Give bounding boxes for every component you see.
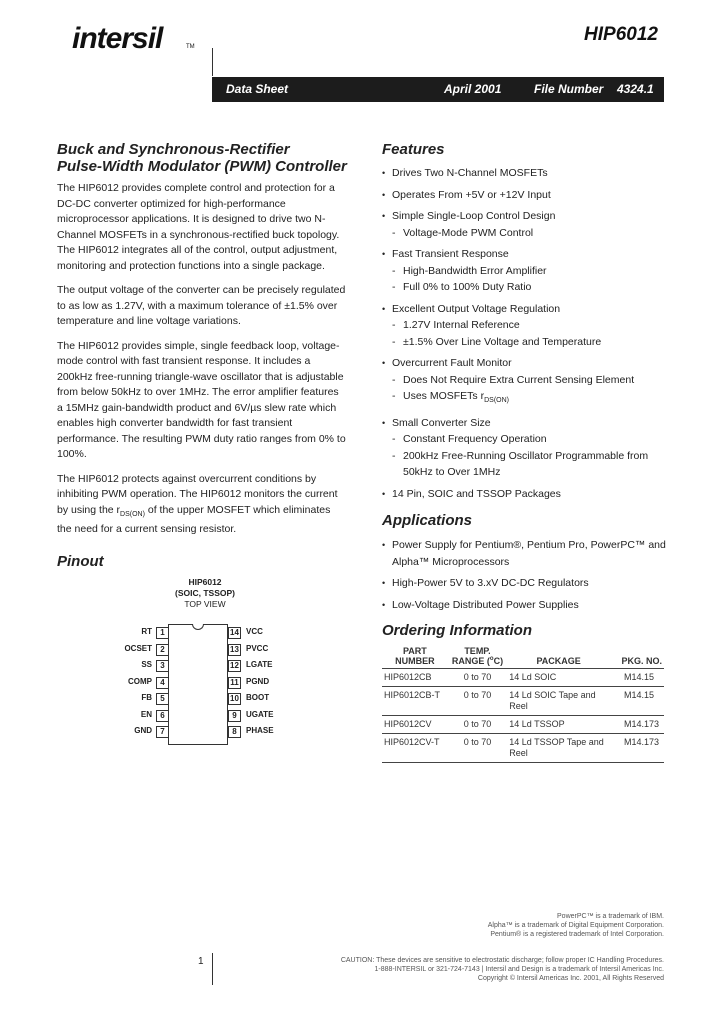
col-part-number: PART NUMBER [382, 644, 448, 669]
pin-10-label: BOOT [246, 693, 270, 702]
doc-date: April 2001 [444, 82, 502, 96]
application-item: • High-Power 5V to 3.xV DC-DC Regulators [382, 575, 672, 592]
pin-6-label: EN [140, 709, 152, 719]
cell-part: HIP6012CV [382, 716, 448, 734]
trademark-powerpc: PowerPC™ is a trademark of IBM. [557, 913, 664, 920]
ic-package [168, 624, 228, 745]
feature-item: • Overcurrent Fault Monitor - Does Not Require Extra Current Sensing Element - Uses MOSFETs $r_{DS(ON)}$ [382, 355, 672, 410]
pin-12-label: LGATE [246, 660, 273, 669]
description-p2: The output voltage of the converter can be precisely regulated to as low as 1.27V, with a maximum tolerance of ±1.5% over temperature and line voltage variations. [57, 284, 346, 327]
logo-trademark: TM [186, 44, 195, 50]
caution-line-1: CAUTION: These devices are sensitive to electrostatic discharge; follow proper IC Handling Procedures. [340, 957, 664, 964]
pin-9-number: 9 [228, 710, 241, 722]
doc-type: Data Sheet [226, 82, 289, 96]
feature-subitem: - ±1.5% Over Line Voltage and Temperature [392, 334, 672, 351]
caution-line-2: 1-888-INTERSIL or 321-724-7143 | Intersil and Design is a trademark of Intersil Americas Inc. [374, 966, 664, 973]
file-number-label: File Number [534, 82, 604, 96]
pin-7-label: GND [134, 726, 152, 735]
cell-pkg: 14 Ld SOIC [507, 669, 610, 687]
ordering-table [382, 644, 664, 763]
pin-4-label: COMP [128, 676, 152, 686]
pin-1-label: RT [141, 627, 152, 636]
col-package: PACKAGE [507, 644, 610, 669]
header-divider [212, 48, 213, 76]
cell-no: M14.15 [610, 687, 664, 716]
feature-subitem: - High-Bandwidth Error Amplifier [392, 263, 672, 280]
feature-item: • 14 Pin, SOIC and TSSOP Packages [382, 486, 672, 503]
applications-list [382, 537, 672, 618]
application-item: • Power Supply for Pentium®, Pentium Pro, PowerPC™ and Alpha™ Microprocessors [382, 537, 672, 570]
pinout-heading: Pinout [57, 553, 104, 570]
pinout-caption [150, 577, 260, 610]
pinout-package: (SOIC, TSSOP) [175, 588, 235, 598]
pin-5-label: FB [141, 693, 152, 702]
cell-no: M14.173 [610, 734, 664, 763]
cell-pkg: 14 Ld TSSOP Tape and Reel [507, 734, 610, 763]
feature-item: • Small Converter Size - Constant Frequency Operation - 200kHz Free-Running Oscillator Programmable from 50kHz to Over 1MHz [382, 415, 672, 481]
feature-item: • Excellent Output Voltage Regulation - 1.27V Internal Reference - ±1.5% Over Line Voltage and Temperature [382, 301, 672, 351]
cell-pkg: 14 Ld SOIC Tape and Reel [507, 687, 610, 716]
title-line-2: Pulse-Width Modulator (PWM) Controller [57, 158, 347, 175]
pin-3-number: 3 [156, 660, 169, 672]
title-line-1: Buck and Synchronous-Rectifier [57, 141, 290, 158]
description-p1: The HIP6012 provides complete control and protection for a DC-DC converter optimized for high-performance microprocessor applications. It is designed to drive two N-Channel MOSFETs in a synchronous-rectified buck topology. The HIP6012 integrates all of the control, output adjustment, monitoring and protection functions into a single package. [57, 182, 340, 272]
table-row [382, 734, 664, 763]
pin-13-number: 13 [228, 644, 241, 656]
table-row [382, 687, 664, 716]
feature-subitem: - Full 0% to 100% Duty Ratio [392, 279, 672, 296]
footer-caution [232, 956, 664, 983]
cell-temp: 0 to 70 [448, 734, 507, 763]
pin-6-number: 6 [156, 710, 169, 722]
ordering-heading: Ordering Information [382, 622, 532, 639]
table-row [382, 716, 664, 734]
description-p3: The HIP6012 provides simple, single feedback loop, voltage-mode control with fast transient response. It includes a 200kHz free-running triangle-wave oscillator that is adjustable from below 50kHz to over 1MHz. The error amplifier features a 15MHz gain-bandwidth product and 6V/µs slew rate which enables high converter bandwidth for fast transient performance. The resulting PWM duty ratio ranges from 0% to 100%. [57, 339, 346, 460]
ordering-table-wrap [382, 644, 664, 763]
pin-8-number: 8 [228, 726, 241, 738]
feature-item: • Operates From +5V or +12V Input [382, 187, 672, 204]
features-list [382, 165, 672, 507]
ic-notch [192, 624, 204, 630]
pin-1-number: 1 [156, 627, 169, 639]
pin-2-number: 2 [156, 644, 169, 656]
pin-14-label: VCC [246, 627, 263, 636]
col-temp-range: TEMP. RANGE ($^o$C) [448, 644, 507, 669]
pin-11-number: 11 [228, 677, 241, 689]
cell-part: HIP6012CB-T [382, 687, 448, 716]
cell-temp: 0 to 70 [448, 669, 507, 687]
cell-part: HIP6012CB [382, 669, 448, 687]
pinout-chip: HIP6012 [188, 577, 222, 587]
feature-subitem: - Constant Frequency Operation [392, 431, 672, 448]
pin-10-number: 10 [228, 693, 241, 705]
page-number: 1 [198, 956, 204, 967]
footer-divider [212, 953, 213, 985]
trademark-pentium: Pentium® is a registered trademark of Intel Corporation. [490, 931, 664, 938]
pin-2-label: OCSET [124, 643, 152, 653]
feature-subitem: - Uses MOSFETs $r_{DS(ON)}$ [392, 388, 672, 410]
trademarks [440, 912, 664, 939]
pin-9-label: UGATE [246, 709, 274, 719]
application-item: • Low-Voltage Distributed Power Supplies [382, 597, 672, 614]
description [57, 181, 347, 547]
feature-item: • Simple Single-Loop Control Design - Voltage-Mode PWM Control [382, 208, 672, 241]
pin-13-label: PVCC [246, 643, 269, 653]
pin-7-number: 7 [156, 726, 169, 738]
pin-5-number: 5 [156, 693, 169, 705]
cell-part: HIP6012CV-T [382, 734, 448, 763]
header-banner [212, 77, 664, 102]
pin-4-number: 4 [156, 677, 169, 689]
feature-subitem: - Does Not Require Extra Current Sensing Element [392, 372, 672, 389]
cell-temp: 0 to 70 [448, 716, 507, 734]
table-row [382, 669, 664, 687]
product-title [57, 141, 357, 175]
feature-subitem: - 1.27V Internal Reference [392, 317, 672, 334]
feature-item: • Drives Two N-Channel MOSFETs [382, 165, 672, 182]
intersil-logo: intersil [72, 22, 163, 55]
cell-temp: 0 to 70 [448, 687, 507, 716]
pin-11-label: PGND [246, 676, 270, 686]
cell-pkg: 14 Ld TSSOP [507, 716, 610, 734]
cell-no: M14.173 [610, 716, 664, 734]
caution-line-3: Copyright © Intersil Americas Inc. 2001, All Rights Reserved [477, 975, 664, 982]
feature-item: • Fast Transient Response - High-Bandwidth Error Amplifier - Full 0% to 100% Duty Ratio [382, 246, 672, 296]
applications-heading: Applications [382, 512, 473, 529]
cell-no: M14.15 [610, 669, 664, 687]
file-number: 4324.1 [617, 82, 654, 96]
pin-3-label: SS [141, 660, 152, 669]
description-p4: The HIP6012 protects against overcurrent conditions by inhibiting PWM operation. The HIP6012 monitors the current by using the $r_{DS(ON)}$ of the upper MOSFET which eliminates the need for a current sensing resistor. [57, 472, 338, 536]
feature-subitem: - Voltage-Mode PWM Control [392, 225, 672, 242]
pin-8-label: PHASE [246, 726, 274, 735]
trademark-alpha: Alpha™ is a trademark of Digital Equipment Corporation. [487, 922, 664, 929]
col-pkg-no: PKG. NO. [610, 644, 664, 669]
pinout-view: TOP VIEW [184, 599, 226, 609]
part-number: HIP6012 [584, 24, 658, 45]
feature-subitem: - 200kHz Free-Running Oscillator Programmable from 50kHz to Over 1MHz [392, 448, 672, 481]
features-heading: Features [382, 141, 445, 158]
pin-14-number: 14 [228, 627, 241, 639]
pin-12-number: 12 [228, 660, 241, 672]
